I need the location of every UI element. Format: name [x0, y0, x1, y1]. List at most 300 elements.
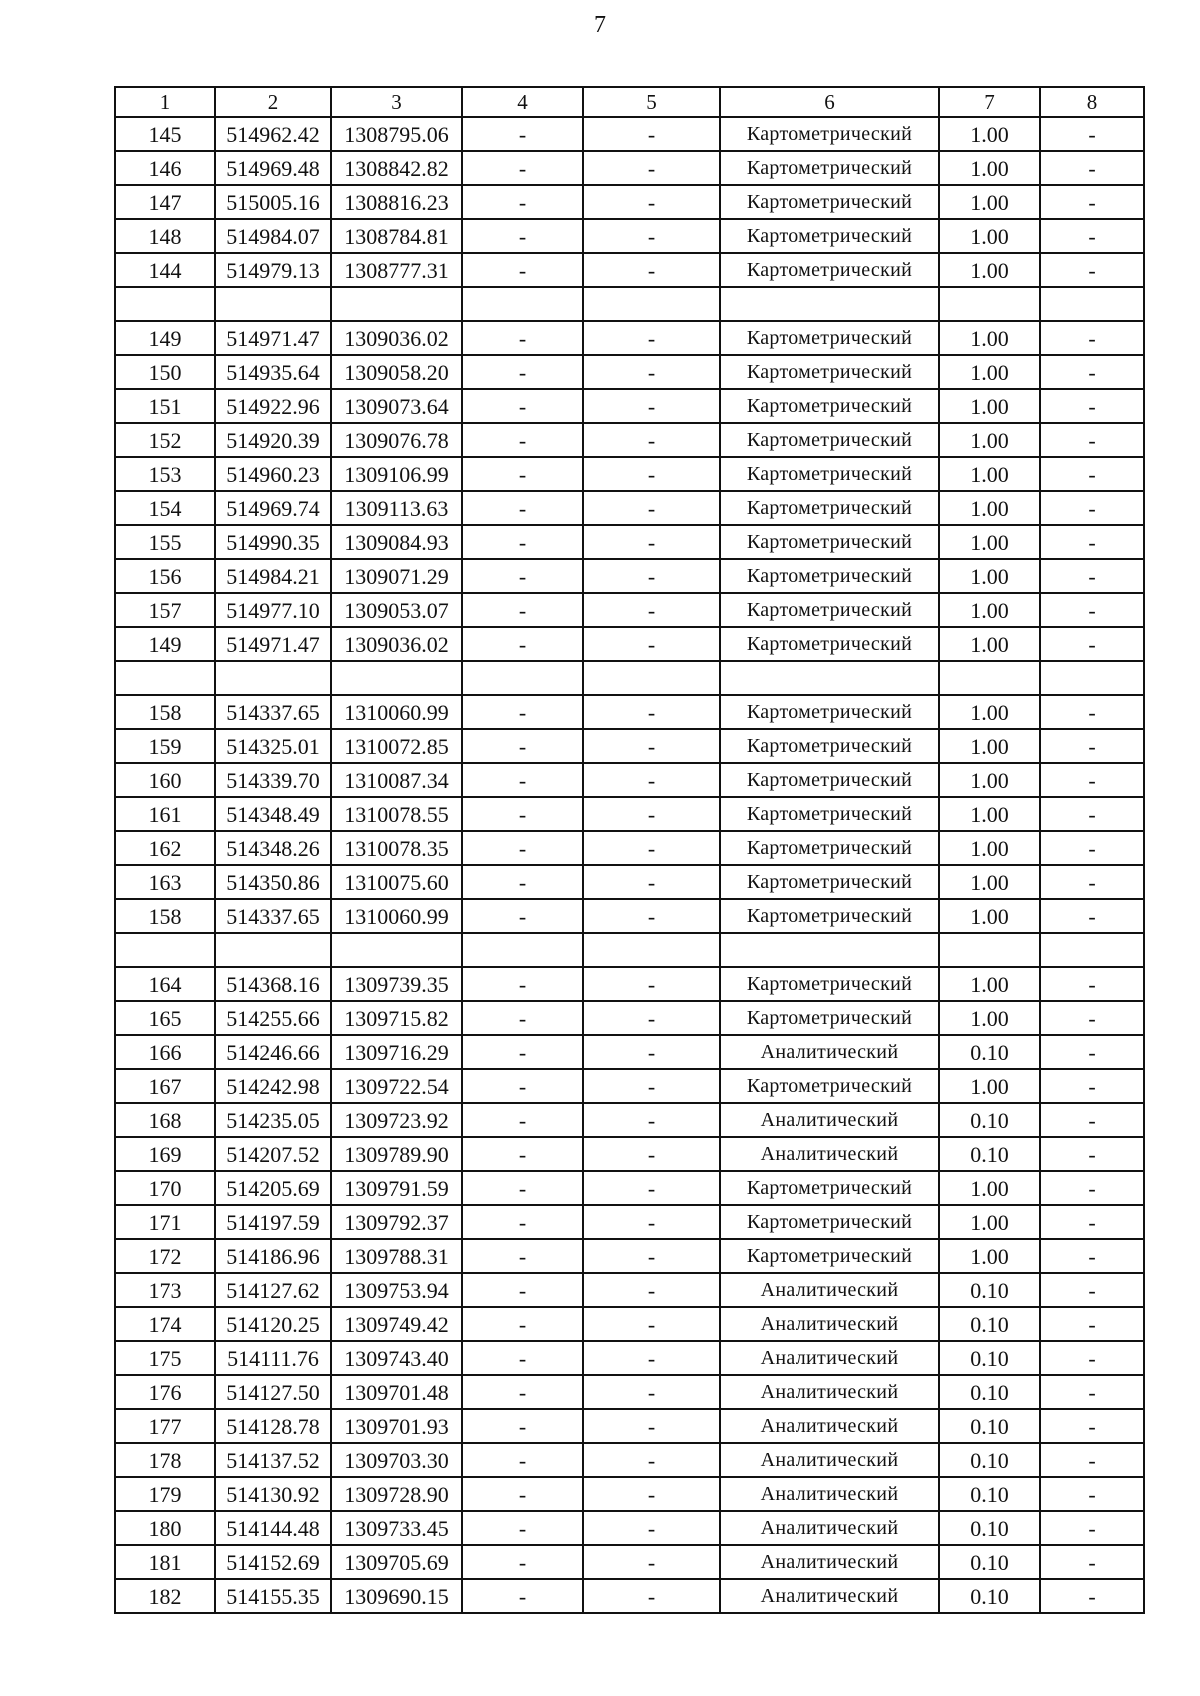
- cell-accuracy: 1.00: [939, 219, 1040, 253]
- cell-method: Аналитический: [720, 1137, 939, 1171]
- cell-coord-y: 1310060.99: [331, 899, 462, 933]
- cell-col-4: -: [462, 729, 583, 763]
- cell-accuracy: 0.10: [939, 1307, 1040, 1341]
- cell-col-8: -: [1040, 185, 1144, 219]
- cell-method: Аналитический: [720, 1035, 939, 1069]
- table-row: [115, 355, 1144, 389]
- cell-coord-y: 1309722.54: [331, 1069, 462, 1103]
- cell-col-4: [462, 661, 583, 695]
- cell-col-8: -: [1040, 1579, 1144, 1613]
- cell-coord-y: 1309753.94: [331, 1273, 462, 1307]
- cell-col-4: -: [462, 219, 583, 253]
- column-header: 7: [939, 87, 1040, 117]
- cell-col-4: -: [462, 1103, 583, 1137]
- cell-coord-x: 514120.25: [215, 1307, 331, 1341]
- cell-coord-x: 514350.86: [215, 865, 331, 899]
- cell-col-5: -: [583, 1545, 720, 1579]
- cell-accuracy: 1.00: [939, 729, 1040, 763]
- cell-coord-x: 514255.66: [215, 1001, 331, 1035]
- table-row: [115, 1273, 1144, 1307]
- cell-accuracy: 1.00: [939, 457, 1040, 491]
- cell-col-8: [1040, 933, 1144, 967]
- cell-point-number: [115, 661, 215, 695]
- table-row: [115, 389, 1144, 423]
- cell-col-4: -: [462, 763, 583, 797]
- column-header: 6: [720, 87, 939, 117]
- cell-col-4: -: [462, 491, 583, 525]
- cell-coord-x: 514990.35: [215, 525, 331, 559]
- cell-coord-y: 1309715.82: [331, 1001, 462, 1035]
- cell-point-number: 155: [115, 525, 215, 559]
- cell-coord-y: 1309073.64: [331, 389, 462, 423]
- cell-col-4: -: [462, 1511, 583, 1545]
- cell-coord-x: 514920.39: [215, 423, 331, 457]
- cell-col-8: [1040, 661, 1144, 695]
- cell-method: Картометрический: [720, 1171, 939, 1205]
- cell-method: Картометрический: [720, 117, 939, 151]
- cell-method: Аналитический: [720, 1103, 939, 1137]
- cell-col-4: -: [462, 627, 583, 661]
- cell-col-5: -: [583, 355, 720, 389]
- column-header: 5: [583, 87, 720, 117]
- cell-coord-y: 1309701.48: [331, 1375, 462, 1409]
- cell-coord-x: 514337.65: [215, 899, 331, 933]
- cell-accuracy: 0.10: [939, 1341, 1040, 1375]
- cell-point-number: 147: [115, 185, 215, 219]
- table-body: [115, 117, 1144, 1613]
- table-header: [115, 87, 1144, 117]
- cell-accuracy: 1.00: [939, 1001, 1040, 1035]
- cell-col-8: -: [1040, 1341, 1144, 1375]
- cell-col-5: -: [583, 695, 720, 729]
- cell-col-8: -: [1040, 865, 1144, 899]
- table-row: [115, 1579, 1144, 1613]
- cell-point-number: [115, 933, 215, 967]
- cell-col-8: -: [1040, 1103, 1144, 1137]
- table-row: [115, 1171, 1144, 1205]
- cell-col-5: [583, 661, 720, 695]
- cell-coord-x: 514155.35: [215, 1579, 331, 1613]
- table-row: [115, 321, 1144, 355]
- cell-col-5: -: [583, 1375, 720, 1409]
- table-row: [115, 695, 1144, 729]
- cell-coord-x: 514962.42: [215, 117, 331, 151]
- table-row: [115, 729, 1144, 763]
- cell-point-number: [115, 287, 215, 321]
- cell-coord-x: 514979.13: [215, 253, 331, 287]
- cell-method: Аналитический: [720, 1579, 939, 1613]
- cell-col-5: -: [583, 185, 720, 219]
- table-row: [115, 1307, 1144, 1341]
- cell-method: Картометрический: [720, 797, 939, 831]
- cell-col-8: -: [1040, 151, 1144, 185]
- table-row: [115, 1069, 1144, 1103]
- cell-col-5: -: [583, 559, 720, 593]
- cell-coord-x: 514128.78: [215, 1409, 331, 1443]
- cell-method: Картометрический: [720, 1001, 939, 1035]
- cell-accuracy: 1.00: [939, 797, 1040, 831]
- cell-method: Аналитический: [720, 1443, 939, 1477]
- cell-col-4: -: [462, 525, 583, 559]
- coordinates-table: [114, 86, 1145, 1614]
- cell-col-4: -: [462, 117, 583, 151]
- cell-accuracy: [939, 287, 1040, 321]
- cell-point-number: 178: [115, 1443, 215, 1477]
- cell-accuracy: [939, 933, 1040, 967]
- cell-col-8: [1040, 287, 1144, 321]
- cell-col-8: -: [1040, 1443, 1144, 1477]
- table-row: [115, 491, 1144, 525]
- cell-point-number: 160: [115, 763, 215, 797]
- cell-method: Аналитический: [720, 1375, 939, 1409]
- cell-method: Картометрический: [720, 219, 939, 253]
- cell-coord-x: 514971.47: [215, 321, 331, 355]
- cell-col-4: -: [462, 899, 583, 933]
- cell-col-4: [462, 287, 583, 321]
- cell-point-number: 177: [115, 1409, 215, 1443]
- cell-accuracy: 1.00: [939, 865, 1040, 899]
- cell-method: Аналитический: [720, 1477, 939, 1511]
- cell-method: Картометрический: [720, 1205, 939, 1239]
- table-row: [115, 1477, 1144, 1511]
- cell-accuracy: 1.00: [939, 151, 1040, 185]
- cell-accuracy: 1.00: [939, 1069, 1040, 1103]
- table-row: [115, 1341, 1144, 1375]
- cell-col-5: [583, 933, 720, 967]
- cell-point-number: 148: [115, 219, 215, 253]
- cell-method: Аналитический: [720, 1409, 939, 1443]
- cell-coord-x: 514348.49: [215, 797, 331, 831]
- table-row: [115, 865, 1144, 899]
- cell-col-4: -: [462, 355, 583, 389]
- cell-coord-x: 514977.10: [215, 593, 331, 627]
- cell-point-number: 164: [115, 967, 215, 1001]
- cell-col-8: -: [1040, 1001, 1144, 1035]
- cell-coord-x: 514127.50: [215, 1375, 331, 1409]
- cell-col-4: -: [462, 1307, 583, 1341]
- cell-coord-x: 514984.21: [215, 559, 331, 593]
- cell-col-5: -: [583, 729, 720, 763]
- cell-coord-y: 1309743.40: [331, 1341, 462, 1375]
- cell-col-5: -: [583, 1205, 720, 1239]
- cell-accuracy: 1.00: [939, 899, 1040, 933]
- cell-coord-y: [331, 933, 462, 967]
- cell-coord-y: 1309071.29: [331, 559, 462, 593]
- cell-point-number: 149: [115, 627, 215, 661]
- cell-accuracy: 1.00: [939, 1171, 1040, 1205]
- cell-col-8: -: [1040, 797, 1144, 831]
- cell-col-8: -: [1040, 491, 1144, 525]
- cell-accuracy: 0.10: [939, 1035, 1040, 1069]
- cell-method: Картометрический: [720, 389, 939, 423]
- cell-col-4: -: [462, 185, 583, 219]
- table-row: [115, 151, 1144, 185]
- cell-method: Картометрический: [720, 525, 939, 559]
- cell-coord-x: 514368.16: [215, 967, 331, 1001]
- cell-accuracy: 1.00: [939, 253, 1040, 287]
- cell-point-number: 180: [115, 1511, 215, 1545]
- cell-coord-y: 1309733.45: [331, 1511, 462, 1545]
- cell-col-4: -: [462, 1409, 583, 1443]
- cell-col-4: -: [462, 797, 583, 831]
- cell-coord-y: 1310078.35: [331, 831, 462, 865]
- cell-method: [720, 287, 939, 321]
- cell-coord-y: 1309791.59: [331, 1171, 462, 1205]
- cell-coord-y: 1309716.29: [331, 1035, 462, 1069]
- cell-point-number: 162: [115, 831, 215, 865]
- cell-accuracy: 1.00: [939, 559, 1040, 593]
- cell-accuracy: 0.10: [939, 1477, 1040, 1511]
- cell-col-8: -: [1040, 899, 1144, 933]
- cell-accuracy: 1.00: [939, 525, 1040, 559]
- cell-col-8: -: [1040, 321, 1144, 355]
- cell-accuracy: 1.00: [939, 491, 1040, 525]
- table-row: [115, 1443, 1144, 1477]
- cell-col-5: -: [583, 1001, 720, 1035]
- cell-point-number: 158: [115, 695, 215, 729]
- table-row: [115, 661, 1144, 695]
- cell-point-number: 146: [115, 151, 215, 185]
- cell-col-4: -: [462, 695, 583, 729]
- cell-coord-y: 1308795.06: [331, 117, 462, 151]
- cell-col-5: -: [583, 151, 720, 185]
- cell-col-8: -: [1040, 1205, 1144, 1239]
- cell-coord-y: 1309058.20: [331, 355, 462, 389]
- cell-coord-x: 514197.59: [215, 1205, 331, 1239]
- table-row: [115, 185, 1144, 219]
- cell-col-4: -: [462, 1443, 583, 1477]
- cell-point-number: 181: [115, 1545, 215, 1579]
- cell-col-5: -: [583, 457, 720, 491]
- cell-col-4: -: [462, 1035, 583, 1069]
- cell-col-8: -: [1040, 1409, 1144, 1443]
- column-header: 4: [462, 87, 583, 117]
- cell-method: Картометрический: [720, 729, 939, 763]
- cell-col-5: -: [583, 593, 720, 627]
- cell-col-5: -: [583, 627, 720, 661]
- cell-method: Картометрический: [720, 457, 939, 491]
- cell-method: Аналитический: [720, 1273, 939, 1307]
- cell-coord-y: [331, 661, 462, 695]
- table-row: [115, 117, 1144, 151]
- cell-col-8: -: [1040, 1035, 1144, 1069]
- cell-col-4: -: [462, 1545, 583, 1579]
- cell-accuracy: 1.00: [939, 1239, 1040, 1273]
- cell-point-number: 172: [115, 1239, 215, 1273]
- cell-coord-x: [215, 933, 331, 967]
- cell-col-8: -: [1040, 1375, 1144, 1409]
- cell-coord-x: 514971.47: [215, 627, 331, 661]
- cell-accuracy: 1.00: [939, 593, 1040, 627]
- cell-method: Картометрический: [720, 321, 939, 355]
- table-row: [115, 593, 1144, 627]
- cell-accuracy: 0.10: [939, 1579, 1040, 1613]
- cell-coord-x: 514144.48: [215, 1511, 331, 1545]
- table-row: [115, 423, 1144, 457]
- cell-point-number: 166: [115, 1035, 215, 1069]
- cell-col-5: -: [583, 1579, 720, 1613]
- cell-col-5: -: [583, 1069, 720, 1103]
- cell-point-number: 174: [115, 1307, 215, 1341]
- cell-col-8: -: [1040, 763, 1144, 797]
- cell-col-4: -: [462, 321, 583, 355]
- cell-accuracy: 0.10: [939, 1103, 1040, 1137]
- cell-col-5: [583, 287, 720, 321]
- table-row: [115, 627, 1144, 661]
- cell-point-number: 168: [115, 1103, 215, 1137]
- cell-col-4: -: [462, 423, 583, 457]
- cell-point-number: 163: [115, 865, 215, 899]
- cell-col-5: -: [583, 1171, 720, 1205]
- cell-col-8: -: [1040, 695, 1144, 729]
- cell-accuracy: 1.00: [939, 389, 1040, 423]
- table-row: [115, 831, 1144, 865]
- cell-col-4: -: [462, 1341, 583, 1375]
- cell-col-5: -: [583, 831, 720, 865]
- table-row: [115, 763, 1144, 797]
- cell-col-8: -: [1040, 1239, 1144, 1273]
- cell-coord-y: 1309789.90: [331, 1137, 462, 1171]
- cell-col-8: -: [1040, 219, 1144, 253]
- cell-accuracy: 1.00: [939, 185, 1040, 219]
- cell-col-4: -: [462, 1001, 583, 1035]
- cell-col-5: -: [583, 1035, 720, 1069]
- cell-method: Картометрический: [720, 355, 939, 389]
- cell-coord-y: 1309705.69: [331, 1545, 462, 1579]
- cell-col-8: -: [1040, 1171, 1144, 1205]
- table-row: [115, 253, 1144, 287]
- cell-method: Картометрический: [720, 831, 939, 865]
- cell-col-5: -: [583, 1239, 720, 1273]
- cell-col-4: -: [462, 253, 583, 287]
- cell-accuracy: 1.00: [939, 1205, 1040, 1239]
- cell-coord-y: 1309723.92: [331, 1103, 462, 1137]
- cell-col-8: -: [1040, 967, 1144, 1001]
- cell-coord-x: 514922.96: [215, 389, 331, 423]
- cell-col-4: -: [462, 831, 583, 865]
- cell-col-4: -: [462, 1205, 583, 1239]
- cell-col-8: -: [1040, 1307, 1144, 1341]
- cell-col-5: -: [583, 1137, 720, 1171]
- cell-col-8: -: [1040, 1069, 1144, 1103]
- cell-coord-y: 1309106.99: [331, 457, 462, 491]
- cell-accuracy: 1.00: [939, 831, 1040, 865]
- cell-accuracy: 0.10: [939, 1545, 1040, 1579]
- cell-coord-y: 1309084.93: [331, 525, 462, 559]
- cell-col-8: -: [1040, 1511, 1144, 1545]
- cell-coord-x: 514137.52: [215, 1443, 331, 1477]
- cell-point-number: 169: [115, 1137, 215, 1171]
- cell-point-number: 182: [115, 1579, 215, 1613]
- cell-point-number: 167: [115, 1069, 215, 1103]
- cell-col-8: -: [1040, 1137, 1144, 1171]
- cell-coord-y: 1309792.37: [331, 1205, 462, 1239]
- cell-point-number: 170: [115, 1171, 215, 1205]
- cell-col-5: -: [583, 1443, 720, 1477]
- cell-coord-y: 1309739.35: [331, 967, 462, 1001]
- cell-coord-y: 1309788.31: [331, 1239, 462, 1273]
- table-row: [115, 933, 1144, 967]
- cell-coord-x: 514348.26: [215, 831, 331, 865]
- cell-point-number: 151: [115, 389, 215, 423]
- cell-coord-y: 1310060.99: [331, 695, 462, 729]
- cell-method: [720, 933, 939, 967]
- cell-col-5: -: [583, 491, 720, 525]
- table-row: [115, 797, 1144, 831]
- cell-col-8: -: [1040, 1273, 1144, 1307]
- cell-col-4: -: [462, 457, 583, 491]
- cell-coord-x: 514969.74: [215, 491, 331, 525]
- cell-col-8: -: [1040, 1545, 1144, 1579]
- cell-col-8: -: [1040, 253, 1144, 287]
- cell-accuracy: 1.00: [939, 627, 1040, 661]
- cell-coord-x: 514246.66: [215, 1035, 331, 1069]
- cell-coord-y: 1309728.90: [331, 1477, 462, 1511]
- cell-coord-y: 1309053.07: [331, 593, 462, 627]
- cell-method: Картометрический: [720, 865, 939, 899]
- cell-coord-y: 1309036.02: [331, 321, 462, 355]
- cell-accuracy: 0.10: [939, 1511, 1040, 1545]
- table-row: [115, 1545, 1144, 1579]
- cell-col-8: -: [1040, 389, 1144, 423]
- cell-coord-x: 514969.48: [215, 151, 331, 185]
- cell-col-4: -: [462, 1137, 583, 1171]
- cell-coord-y: 1310078.55: [331, 797, 462, 831]
- cell-coord-y: 1310087.34: [331, 763, 462, 797]
- cell-col-4: -: [462, 1273, 583, 1307]
- cell-col-4: [462, 933, 583, 967]
- cell-coord-x: 514130.92: [215, 1477, 331, 1511]
- table-row: [115, 287, 1144, 321]
- cell-coord-y: 1308777.31: [331, 253, 462, 287]
- cell-method: Картометрический: [720, 151, 939, 185]
- table-row: [115, 1409, 1144, 1443]
- cell-method: Картометрический: [720, 423, 939, 457]
- column-header: 1: [115, 87, 215, 117]
- cell-col-4: -: [462, 1171, 583, 1205]
- cell-col-8: -: [1040, 1477, 1144, 1511]
- cell-accuracy: 0.10: [939, 1375, 1040, 1409]
- cell-method: Картометрический: [720, 491, 939, 525]
- cell-point-number: 145: [115, 117, 215, 151]
- cell-method: Аналитический: [720, 1341, 939, 1375]
- cell-coord-x: [215, 661, 331, 695]
- cell-accuracy: 0.10: [939, 1443, 1040, 1477]
- cell-col-5: -: [583, 1307, 720, 1341]
- cell-col-8: -: [1040, 559, 1144, 593]
- cell-col-8: -: [1040, 457, 1144, 491]
- cell-col-5: -: [583, 423, 720, 457]
- cell-point-number: 152: [115, 423, 215, 457]
- cell-accuracy: 1.00: [939, 423, 1040, 457]
- cell-method: Аналитический: [720, 1545, 939, 1579]
- cell-method: Картометрический: [720, 967, 939, 1001]
- cell-method: Картометрический: [720, 627, 939, 661]
- table-row: [115, 1375, 1144, 1409]
- cell-col-8: -: [1040, 593, 1144, 627]
- cell-col-4: -: [462, 1375, 583, 1409]
- cell-col-4: -: [462, 1579, 583, 1613]
- table-row: [115, 559, 1144, 593]
- cell-coord-y: [331, 287, 462, 321]
- column-header: 8: [1040, 87, 1144, 117]
- cell-col-5: -: [583, 117, 720, 151]
- cell-col-4: -: [462, 559, 583, 593]
- cell-accuracy: 1.00: [939, 355, 1040, 389]
- cell-col-5: -: [583, 1273, 720, 1307]
- cell-col-4: -: [462, 1069, 583, 1103]
- cell-point-number: 156: [115, 559, 215, 593]
